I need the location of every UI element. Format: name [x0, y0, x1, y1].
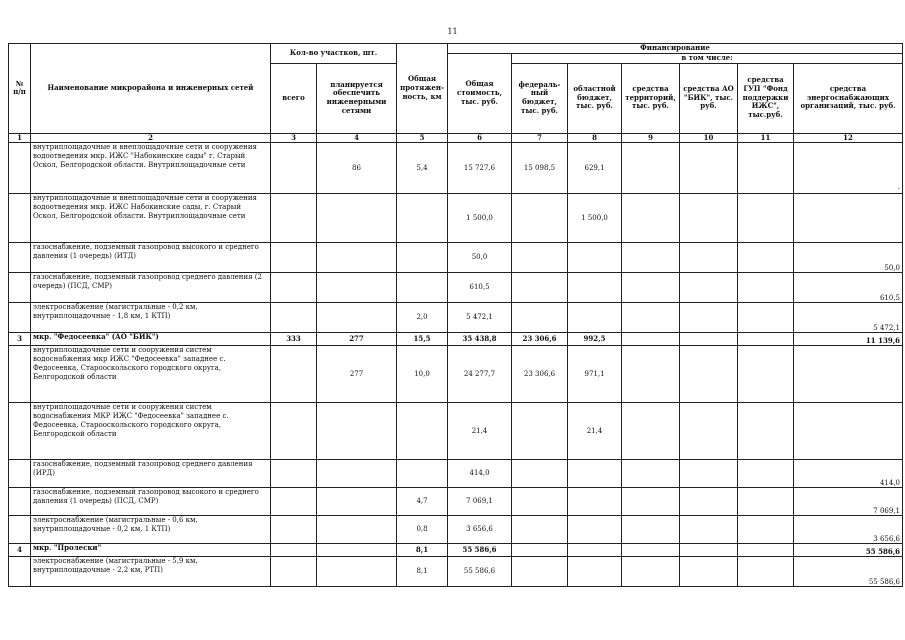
row-length — [397, 460, 448, 488]
row-bik — [680, 303, 738, 333]
row-total-cost: 50,0 — [448, 243, 512, 273]
header-plots-planned: планируется обеспечить инженерными сетями — [317, 63, 397, 133]
row-regional: 1 500,0 — [568, 194, 622, 243]
header-including: в том числе: — [512, 53, 903, 63]
row-length — [397, 243, 448, 273]
row-length: 2,0 — [397, 303, 448, 333]
row-name: газоснабжение, подземный газопровод высокого и среднего давления (1 очередь) (ИТД) — [31, 243, 271, 273]
colnum: 10 — [680, 133, 738, 143]
table-row — [9, 273, 903, 303]
row-length: 8,1 — [397, 544, 448, 557]
colnum: 7 — [512, 133, 568, 143]
row-plots-planned — [317, 460, 397, 488]
row-plots-total — [271, 544, 317, 557]
row-length: 10,0 — [397, 346, 448, 403]
table-row — [9, 488, 903, 516]
row-plots-planned: 86 — [317, 143, 397, 194]
row-plots-total — [271, 273, 317, 303]
row-plots-total — [271, 194, 317, 243]
row-length: 4,7 — [397, 488, 448, 516]
row-name: электроснабжение (магистральные - 0,6 км, внутриплощадочные - 0,2 км, 1 КТП) — [31, 516, 271, 544]
row-plots-planned — [317, 303, 397, 333]
row-territory — [622, 488, 680, 516]
colnum: 1 — [9, 133, 31, 143]
row-bik — [680, 346, 738, 403]
row-energy: 610,5 — [794, 273, 903, 303]
row-fund — [738, 557, 794, 587]
row-plots-total: 333 — [271, 333, 317, 346]
row-no — [9, 557, 31, 587]
row-regional — [568, 488, 622, 516]
row-fund — [738, 273, 794, 303]
financing-table — [8, 43, 903, 587]
header-length: Общая протяжен-ность, км — [397, 44, 448, 134]
header-fund: средства ГУП "Фонд поддержки ИЖС", тыс.руб. — [738, 63, 794, 133]
row-total-cost: 24 277,7 — [448, 346, 512, 403]
row-total-cost: 3 656,6 — [448, 516, 512, 544]
row-energy: 11 139,6 — [794, 333, 903, 346]
row-no — [9, 403, 31, 460]
table-row — [9, 460, 903, 488]
row-name: газоснабжение, подземный газопровод высокого и среднего давления (1 очередь) (ПСД, СМР) — [31, 488, 271, 516]
row-regional — [568, 243, 622, 273]
row-bik — [680, 243, 738, 273]
row-regional: 629,1 — [568, 143, 622, 194]
row-energy: · — [794, 143, 903, 194]
row-territory — [622, 273, 680, 303]
colnum: 8 — [568, 133, 622, 143]
row-regional — [568, 544, 622, 557]
row-plots-total — [271, 303, 317, 333]
row-regional: 992,5 — [568, 333, 622, 346]
row-plots-planned — [317, 557, 397, 587]
colnum: 3 — [271, 133, 317, 143]
row-fund — [738, 303, 794, 333]
row-plots-planned — [317, 194, 397, 243]
row-name: электроснабжение (магистральные - 0,2 км, внутриплощадочные - 1,8 км, 1 КТП) — [31, 303, 271, 333]
table-row — [9, 333, 903, 346]
header-territory: средства территорий, тыс. руб. — [622, 63, 680, 133]
row-length: 15,5 — [397, 333, 448, 346]
row-federal: 15 098,5 — [512, 143, 568, 194]
table-row — [9, 544, 903, 557]
row-name: электроснабжение (магистральные - 5,9 км, внутриплощадочные - 2,2 км, РТП) — [31, 557, 271, 587]
row-territory — [622, 403, 680, 460]
row-bik — [680, 460, 738, 488]
row-bik — [680, 333, 738, 346]
row-federal: 23 306,6 — [512, 346, 568, 403]
row-name: газоснабжение, подземный газопровод среднего давления (2 очередь) (ПСД, СМР) — [31, 273, 271, 303]
table-row — [9, 194, 903, 243]
row-regional: 21,4 — [568, 403, 622, 460]
row-plots-total — [271, 143, 317, 194]
row-bik — [680, 194, 738, 243]
header-federal: федераль-ный бюджет, тыс. руб. — [512, 63, 568, 133]
row-energy — [794, 194, 903, 243]
row-regional — [568, 303, 622, 333]
row-name: внутриплощадочные сети и сооружения систем водоснабжения мкр ИЖС "Федосеевка" западнее с. Федосеевка, Старооскольского городского округа, Белгородской области — [31, 346, 271, 403]
row-total-cost: 414,0 — [448, 460, 512, 488]
row-federal — [512, 194, 568, 243]
row-total-cost: 15 727,6 — [448, 143, 512, 194]
row-energy: 7 069,1 — [794, 488, 903, 516]
row-fund — [738, 346, 794, 403]
row-bik — [680, 273, 738, 303]
row-length: 0,8 — [397, 516, 448, 544]
row-fund — [738, 333, 794, 346]
row-plots-planned — [317, 488, 397, 516]
table-row — [9, 516, 903, 544]
row-energy — [794, 346, 903, 403]
page-number: 11 — [447, 27, 458, 36]
row-plots-planned: 277 — [317, 346, 397, 403]
row-total-cost: 55 586,6 — [448, 557, 512, 587]
row-no — [9, 488, 31, 516]
colnum: 2 — [31, 133, 271, 143]
table-row — [9, 557, 903, 587]
row-fund — [738, 143, 794, 194]
row-no — [9, 346, 31, 403]
row-plots-planned — [317, 273, 397, 303]
row-total-cost: 1 500,0 — [448, 194, 512, 243]
row-length — [397, 194, 448, 243]
row-no — [9, 243, 31, 273]
row-fund — [738, 194, 794, 243]
colnum: 6 — [448, 133, 512, 143]
row-bik — [680, 403, 738, 460]
row-no — [9, 516, 31, 544]
table-row — [9, 346, 903, 403]
row-energy: 3 656,6 — [794, 516, 903, 544]
row-territory — [622, 544, 680, 557]
row-regional — [568, 273, 622, 303]
row-territory — [622, 460, 680, 488]
row-plots-total — [271, 557, 317, 587]
header-total-cost: Общая стоимость, тыс. руб. — [448, 53, 512, 133]
row-federal — [512, 403, 568, 460]
colnum: 5 — [397, 133, 448, 143]
row-bik — [680, 488, 738, 516]
row-regional — [568, 557, 622, 587]
row-territory — [622, 243, 680, 273]
row-length: 8,1 — [397, 557, 448, 587]
row-federal: 23 306,6 — [512, 333, 568, 346]
row-regional — [568, 516, 622, 544]
header-bik: средства АО "БИК", тыс. руб. — [680, 63, 738, 133]
row-territory — [622, 557, 680, 587]
row-name: внутриплощадочные сети и сооружения систем водоснабжения МКР ИЖС "Федосеевка" западнее с. Федосеевка, Старооскольского городского округа, Белгородской области — [31, 403, 271, 460]
row-length — [397, 273, 448, 303]
row-plots-total — [271, 488, 317, 516]
row-no — [9, 273, 31, 303]
row-energy: 414,0 — [794, 460, 903, 488]
row-territory — [622, 143, 680, 194]
row-federal — [512, 303, 568, 333]
row-territory — [622, 303, 680, 333]
row-plots-total — [271, 403, 317, 460]
row-bik — [680, 516, 738, 544]
header-plots: Кол-во участков, шт. — [271, 44, 397, 64]
row-bik — [680, 544, 738, 557]
row-fund — [738, 544, 794, 557]
table-row — [9, 403, 903, 460]
row-bik — [680, 143, 738, 194]
header-regional: областной бюджет, тыс. руб. — [568, 63, 622, 133]
table-row — [9, 243, 903, 273]
row-total-cost: 7 069,1 — [448, 488, 512, 516]
colnum: 4 — [317, 133, 397, 143]
row-fund — [738, 516, 794, 544]
row-regional: 971,1 — [568, 346, 622, 403]
row-name: внутриплощадочные и внеплощадочные сети и сооружения водоотведения мкр. ИЖС "Набокинские сады" г. Старый Оскол, Белгородской области. Внутриплощадочные сети — [31, 143, 271, 194]
row-plots-planned — [317, 544, 397, 557]
row-plots-total — [271, 346, 317, 403]
row-no — [9, 194, 31, 243]
row-territory — [622, 346, 680, 403]
table-row — [9, 143, 903, 194]
row-energy: 55 586,6 — [794, 557, 903, 587]
header-financing: Финансирование — [448, 44, 903, 54]
row-plots-planned — [317, 403, 397, 460]
row-federal — [512, 516, 568, 544]
row-energy: 55 586,6 — [794, 544, 903, 557]
row-name: мкр. "Федосеевка" (АО "БИК") — [31, 333, 271, 346]
colnum: 9 — [622, 133, 680, 143]
row-territory — [622, 333, 680, 346]
row-length — [397, 403, 448, 460]
row-name: мкр. "Пролески" — [31, 544, 271, 557]
header-energy: средства энергоснабжающих организаций, тыс. руб. — [794, 63, 903, 133]
row-plots-planned: 277 — [317, 333, 397, 346]
row-fund — [738, 403, 794, 460]
row-federal — [512, 460, 568, 488]
row-territory — [622, 194, 680, 243]
row-bik — [680, 557, 738, 587]
row-plots-total — [271, 243, 317, 273]
colnum: 11 — [738, 133, 794, 143]
row-total-cost: 55 586,6 — [448, 544, 512, 557]
row-energy: 5 472,1 — [794, 303, 903, 333]
row-no — [9, 460, 31, 488]
row-total-cost: 35 438,8 — [448, 333, 512, 346]
row-federal — [512, 544, 568, 557]
row-name: внутриплощадочные и внеплощадочные сети и сооружения водоотведения мкр. ИЖС Набокинские сады, г. Старый Оскол, Белгородской области. Внутриплощадочные сети — [31, 194, 271, 243]
row-federal — [512, 243, 568, 273]
row-total-cost: 21,4 — [448, 403, 512, 460]
row-total-cost: 610,5 — [448, 273, 512, 303]
row-length: 5,4 — [397, 143, 448, 194]
row-fund — [738, 243, 794, 273]
header-name: Наименование микрорайона и инженерных сетей — [31, 44, 271, 134]
row-no: 4 — [9, 544, 31, 557]
row-territory — [622, 516, 680, 544]
row-energy: 50,0 — [794, 243, 903, 273]
row-name: газоснабжение, подземный газопровод среднего давления (ИРД) — [31, 460, 271, 488]
table-row — [9, 303, 903, 333]
row-plots-planned — [317, 243, 397, 273]
row-plots-planned — [317, 516, 397, 544]
row-federal — [512, 488, 568, 516]
row-regional — [568, 460, 622, 488]
row-federal — [512, 557, 568, 587]
colnum: 12 — [794, 133, 903, 143]
row-plots-total — [271, 516, 317, 544]
row-energy — [794, 403, 903, 460]
row-federal — [512, 273, 568, 303]
row-no — [9, 303, 31, 333]
row-no: 3 — [9, 333, 31, 346]
header-no: № п/п — [9, 44, 31, 134]
row-no — [9, 143, 31, 194]
row-total-cost: 5 472,1 — [448, 303, 512, 333]
header-plots-total: всего — [271, 63, 317, 133]
row-plots-total — [271, 460, 317, 488]
row-fund — [738, 488, 794, 516]
row-fund — [738, 460, 794, 488]
